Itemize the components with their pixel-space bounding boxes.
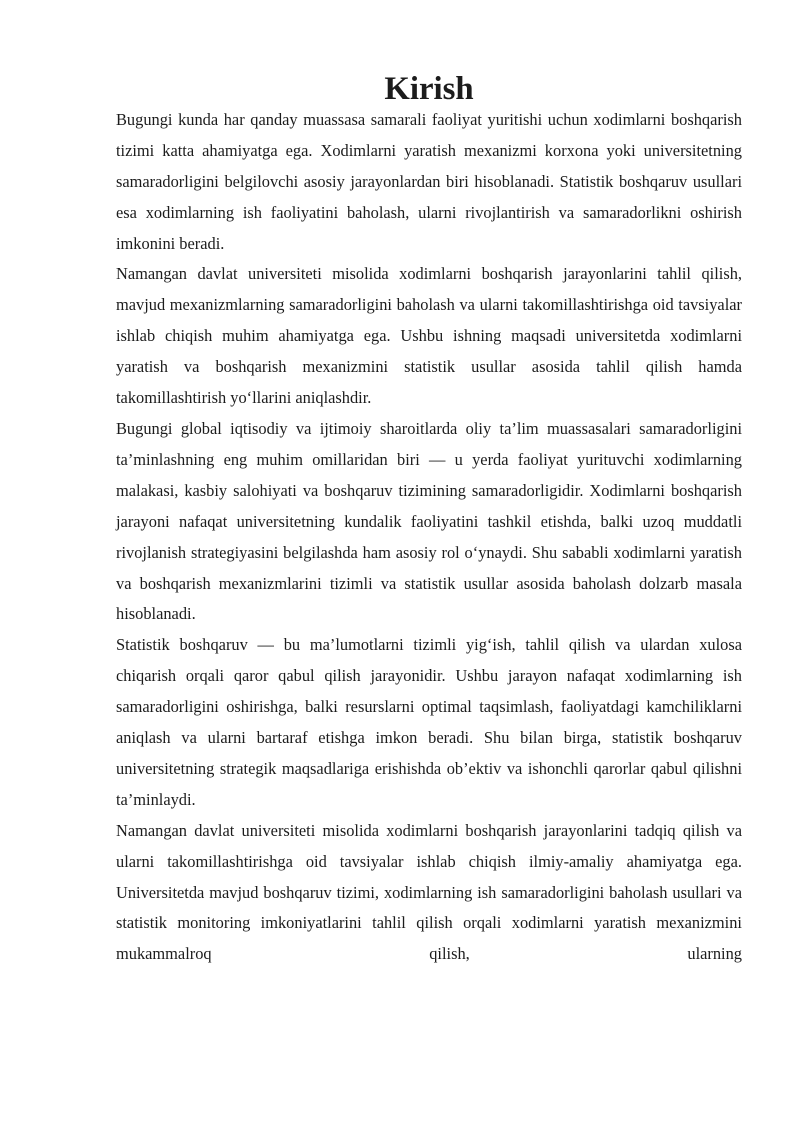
document-body: [116, 71, 742, 970]
paragraph-2: Namangan davlat universiteti misolida xodimlarni boshqarish jarayonlarini tahlil qilish, mavjud mexanizmlarning samaradorligini baholash va ularni takomillashtirishga oid tavsiyalar ishlab chiqish muhim ahamiyatga ega. Ushbu ishning maqsadi universitetda xodimlarni yaratish va boshqarish mexanizmini statistik usullar asosida tahlil qilish hamda takomillashtirish yo‘llarini aniqlashdir.: [116, 264, 742, 408]
page-title: Kirish: [384, 71, 474, 107]
paragraph-3: Bugungi global iqtisodiy va ijtimoiy sharoitlarda oliy ta’lim muassasalari samaradorligini ta’minlashning eng muhim omillaridan biri — u yerda faoliyat yurituvchi xodimlarning malakasi, kasbiy salohiyati va boshqaruv tizimining samaradorligidir. Xodimlarni boshqarish jarayoni nafaqat universitetning kundalik faoliyatini tashkil etishda, balki uzoq muddatli rivojlanish strategiyasini belgilashda ham asosiy rol o‘ynaydi. Shu sababli xodimlarni yaratish va boshqarish mexanizmlarini tizimli va statistik usullar asosida baholash dolzarb masala hisoblanadi.: [116, 418, 742, 624]
paragraph-1: Bugungi kunda har qanday muassasa samarali faoliyat yuritishi uchun xodimlarni boshqarish tizimi katta ahamiyatga ega. Xodimlarni yaratish mexanizmi korxona yoki universitetning samaradorligini belgilovchi asosiy jarayonlardan biri hisoblanadi. Statistik boshqaruv usullari esa xodimlarning ish faoliyatini baholash, ularni rivojlantirish va samaradorlikni oshirish imkonini beradi.: [116, 109, 742, 253]
paragraph-5: Namangan davlat universiteti misolida xodimlarni boshqarish jarayonlarini tadqiq qilish va ularni takomillashtirishga oid tavsiyalar ishlab chiqish ilmiy-amaliy ahamiyatga ega. Universitetda mavjud boshqaruv tizimi, xodimlarning ish samaradorligini baholash usullari va statistik monitoring imkoniyatlarini tahlil qilish orqali xodimlarni yaratish mexanizmini mukammalroq qilish, ularning: [116, 820, 742, 964]
paragraph-4: Statistik boshqaruv — bu ma’lumotlarni tizimli yig‘ish, tahlil qilish va ulardan xulosa chiqarish orqali qaror qabul qilish jarayonidir. Ushbu jarayon nafaqat xodimlarning ish samaradorligini oshirishga, balki resurslarni optimal taqsimlash, faoliyatdagi kamchiliklarni aniqlash va ularni bartaraf etishga imkon beradi. Shu bilan birga, statistik boshqaruv universitetning strategik maqsadlariga erishishda ob’ektiv va ishonchli qarorlar qabul qilishni ta’minlaydi.: [116, 635, 742, 809]
